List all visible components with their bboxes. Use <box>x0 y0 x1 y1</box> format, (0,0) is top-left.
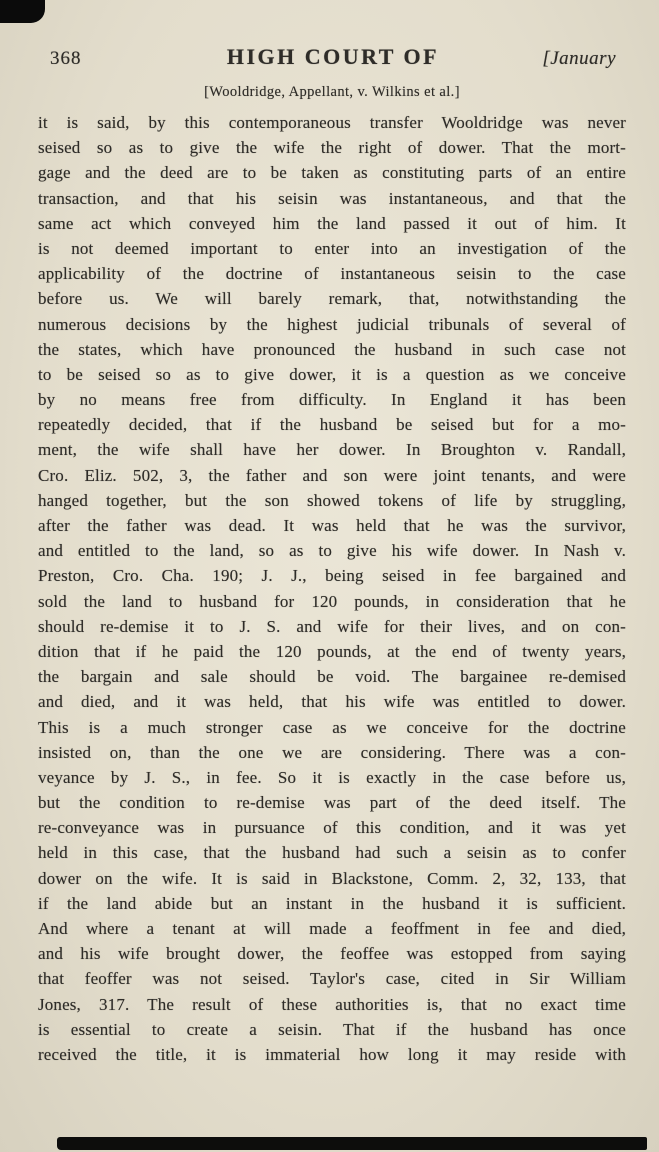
body-line: to be seised so as to give dower, it is a question as we conceive <box>38 364 626 384</box>
body-line: seised so as to give the wife the right of dower. That the mort- <box>38 138 626 158</box>
body-line: before us. We will barely remark, that, notwithstanding the <box>38 289 626 309</box>
body-line: same act which conveyed him the land passed it out of him. It <box>38 213 626 233</box>
body-text <box>38 110 626 1067</box>
body-line: after the father was dead. It was held that he was the survivor, <box>38 516 626 535</box>
body-line: the states, which have pronounced the husband in such case not <box>38 339 626 359</box>
body-line: and died, and it was held, that his wife was entitled to dower. <box>38 692 626 712</box>
page-number: 368 <box>50 48 82 69</box>
running-head-title: HIGH COURT OF <box>226 44 440 69</box>
body-line: re-conveyance was in pursuance of this condition, and it was yet <box>38 818 626 838</box>
body-line: and his wife brought dower, the feoffee was estopped from saying <box>38 944 626 964</box>
body-line: gage and the deed are to be taken as constituting parts of an entire <box>38 163 626 183</box>
body-line: it is said, by this contemporaneous transfer Wooldridge was never <box>38 113 626 132</box>
body-line: numerous decisions by the highest judicial tribunals of several of <box>38 314 626 334</box>
body-line: is not deemed important to enter into an investigation of the <box>38 238 626 258</box>
body-line: veyance by J. S., in fee. So it is exactly in the case before us, <box>38 767 626 787</box>
body-line: applicability of the doctrine of instantaneous seisin to the case <box>38 264 626 284</box>
body-line: received the title, it is immaterial how long it may reside with <box>38 1044 626 1064</box>
body-line: is essential to create a seisin. That if the husband has once <box>38 1019 626 1039</box>
body-line: the bargain and sale should be void. The bargainee re-demised <box>38 667 626 687</box>
body-line: that feoffer was not seised. Taylor's case, cited in Sir William <box>38 969 626 989</box>
body-line: if the land abide but an instant in the husband it is sufficient. <box>38 893 626 913</box>
body-line: should re-demise it to J. S. and wife for their lives, and on con- <box>38 616 626 636</box>
body-line: repeatedly decided, that if the husband be seised but for a mo- <box>38 415 626 435</box>
body-line: This is a much stronger case as we conceive for the doctrine <box>38 717 626 737</box>
scan-artifact-top-left <box>0 0 45 23</box>
body-line: held in this case, that the husband had such a seisin as to confer <box>38 843 626 863</box>
body-line: ment, the wife shall have her dower. In Broughton v. Randall, <box>38 440 626 460</box>
page-header <box>38 44 626 70</box>
body-line: by no means free from difficulty. In England it has been <box>38 390 626 410</box>
scan-artifact-bottom-bar <box>57 1137 647 1150</box>
body-line: dition that if he paid the 120 pounds, at the end of twenty years, <box>38 641 626 661</box>
body-line: And where a tenant at will made a feoffment in fee and died, <box>38 919 626 938</box>
body-line: hanged together, but the son showed tokens of life by struggling, <box>38 490 626 510</box>
body-line: Jones, 317. The result of these authorities is, that no exact time <box>38 994 626 1014</box>
body-line: dower on the wife. It is said in Blackstone, Comm. 2, 32, 133, that <box>38 868 626 888</box>
body-line: transaction, and that his seisin was instantaneous, and that the <box>38 188 626 208</box>
body-line: but the condition to re-demise was part of the deed itself. The <box>38 793 626 813</box>
body-line: Cro. Eliz. 502, 3, the father and son were joint tenants, and were <box>38 465 626 485</box>
running-head-date: [January <box>542 48 616 69</box>
body-line: sold the land to husband for 120 pounds, in consideration that he <box>38 591 626 611</box>
body-line: insisted on, than the one we are considering. There was a con- <box>38 742 626 762</box>
body-line: Preston, Cro. Cha. 190; J. J., being seised in fee bargained and <box>38 566 626 586</box>
case-caption: [Wooldridge, Appellant, v. Wilkins et al.] <box>204 84 460 100</box>
body-line: and entitled to the land, so as to give his wife dower. In Nash v. <box>38 541 626 561</box>
